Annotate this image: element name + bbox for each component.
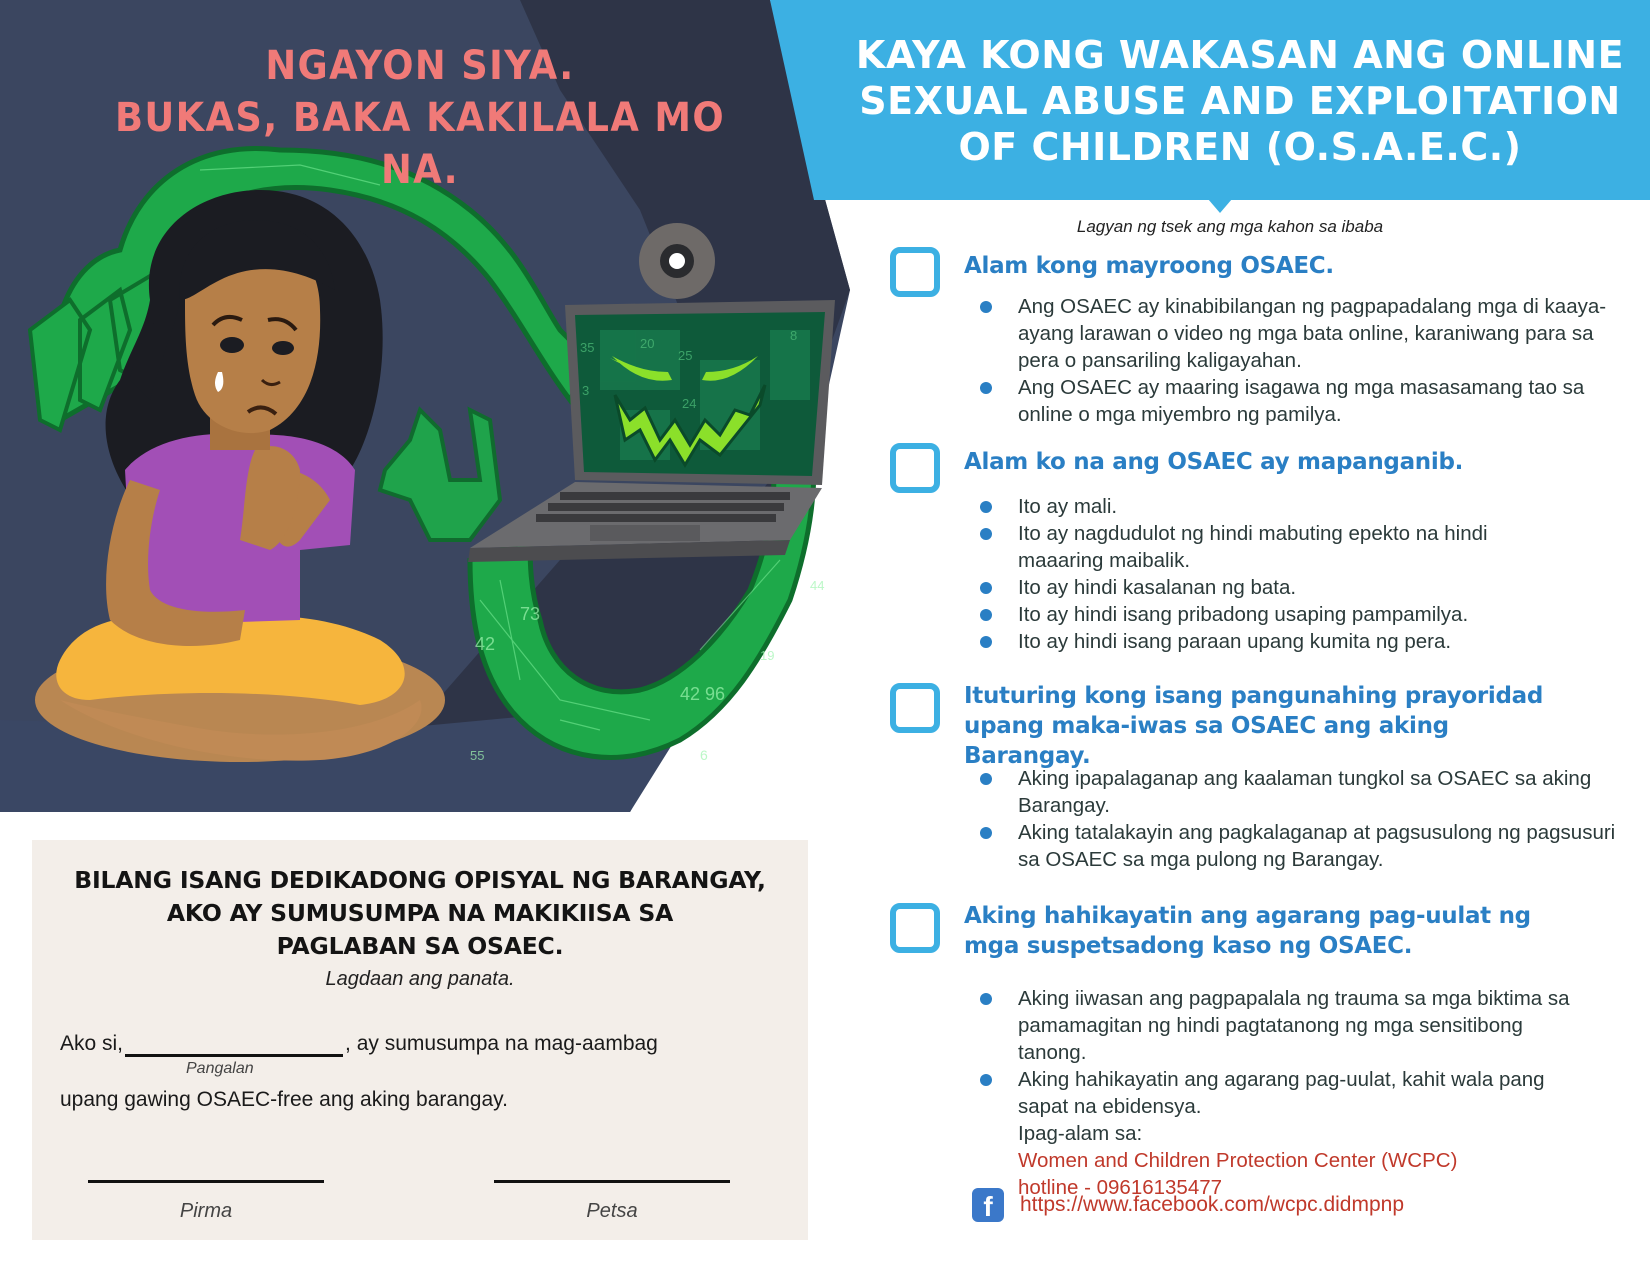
svg-text:44: 44 xyxy=(810,578,825,593)
list-item: Ang OSAEC ay maaring isagawa ng mga masasamang tao sa online o mga miyembro ng pamilya. xyxy=(980,374,1620,428)
bullet-list-3 xyxy=(980,765,1620,873)
bullet-icon xyxy=(980,501,992,513)
checkbox-4[interactable] xyxy=(890,903,940,953)
bullet-list-1 xyxy=(980,293,1620,428)
banner-title xyxy=(840,32,1640,170)
list-item: Ito ay hindi isang pribadong usaping pampamilya. xyxy=(980,601,1540,628)
oath-suffix: , ay sumusumpa na mag-aambag xyxy=(345,1032,658,1055)
bullet-icon xyxy=(980,773,992,785)
section-title-3: Ituturing kong isang pangunahing prayoridad upang maka-iwas sa OSAEC ang aking Barangay. xyxy=(964,683,1544,769)
banner-pointer xyxy=(1208,199,1232,213)
list-item: Ito ay hindi kasalanan ng bata. xyxy=(980,574,1540,601)
svg-text:3: 3 xyxy=(582,383,590,398)
svg-text:42: 42 xyxy=(475,634,496,654)
list-item: Ito ay hindi isang paraan upang kumita ng pera. xyxy=(980,628,1540,655)
section-title-1: Alam kong mayroong OSAEC. xyxy=(964,253,1334,279)
list-item: Aking tatalakayin ang pagkalaganap at pagsusulong ng pagsusuri sa OSAEC sa mga pulong ng Barangay. xyxy=(980,819,1620,873)
bullet-icon xyxy=(980,582,992,594)
svg-text:73: 73 xyxy=(520,604,541,624)
headline-line-2: BUKAS, BAKA KAKILALA MO NA. xyxy=(114,95,726,193)
signature-caption: Pirma xyxy=(179,1200,233,1222)
checkbox-2[interactable] xyxy=(890,443,940,493)
pledge-subtitle: Lagdaan ang panata. xyxy=(325,968,515,990)
svg-text:35: 35 xyxy=(580,340,595,355)
banner-title-line-1: KAYA KONG WAKASAN ANG ONLINE xyxy=(855,33,1625,77)
contact-label: Ipag-alam sa: xyxy=(1018,1122,1143,1145)
banner-title-line-3: OF CHILDREN (O.S.A.E.C.) xyxy=(958,125,1522,169)
section-title-4: Aking hahikayatin ang agarang pag-uulat ng mga suspetsadong kaso ng OSAEC. xyxy=(964,903,1531,959)
signature-line[interactable] xyxy=(88,1180,324,1183)
svg-text:55: 55 xyxy=(470,748,485,763)
svg-text:25: 25 xyxy=(678,348,693,363)
bullet-icon xyxy=(980,636,992,648)
date-caption: Petsa xyxy=(586,1200,638,1222)
facebook-row xyxy=(972,1188,1404,1222)
bullet-icon xyxy=(980,301,992,313)
list-item: Ito ay mali. xyxy=(980,493,1540,520)
bullet-icon xyxy=(980,609,992,621)
pledge-box xyxy=(32,840,808,1240)
list-item: Ang OSAEC ay kinabibilangan ng pagpapadalang mga di kaaya-ayang larawan o video ng mga bata online, karaniwang para sa pera o pansariling kaligayahan. xyxy=(980,293,1620,374)
facebook-icon[interactable]: f xyxy=(972,1188,1004,1222)
pledge-title: BILANG ISANG DEDIKADONG OPISYAL NG BARANGAY, AKO AY SUMUSUMPA NA MAKIKIISA SA PAGLABAN SA OSAEC. xyxy=(74,866,766,960)
checkbox-3[interactable] xyxy=(890,683,940,733)
bullet-list-2 xyxy=(980,493,1540,655)
svg-text:6: 6 xyxy=(700,747,708,763)
illustration-panel xyxy=(0,0,860,815)
oath-line-2: upang gawing OSAEC-free ang aking barangay. xyxy=(60,1088,508,1111)
oath-prefix: Ako si, xyxy=(60,1032,124,1055)
bullet-icon xyxy=(980,827,992,839)
contact-org: Women and Children Protection Center (WCPC) xyxy=(1018,1149,1458,1172)
checkbox-instruction: Lagyan ng tsek ang mga kahon sa ibaba xyxy=(1076,217,1384,236)
facebook-link[interactable]: https://www.facebook.com/wcpc.didmpnp xyxy=(1020,1193,1405,1216)
list-item: Aking hahikayatin ang agarang pag-uulat, kahit wala pang sapat na ebidensya. xyxy=(980,1066,1580,1120)
svg-text:19: 19 xyxy=(760,648,775,663)
headline-line-1: NGAYON SIYA. xyxy=(265,43,575,89)
checkbox-1[interactable] xyxy=(890,247,940,297)
section-title-2: Alam ko na ang OSAEC ay mapanganib. xyxy=(964,449,1464,475)
oath-line-1 xyxy=(60,1032,658,1057)
name-caption: Pangalan xyxy=(186,1060,254,1077)
list-item: Ito ay nagdudulot ng hindi mabuting epekto na hindi maaaring maibalik. xyxy=(980,520,1540,574)
svg-text:20: 20 xyxy=(640,336,655,351)
svg-text:42 96: 42 96 xyxy=(680,684,726,704)
name-field[interactable] xyxy=(125,1035,343,1057)
bullet-icon xyxy=(980,993,992,1005)
bullet-icon xyxy=(980,528,992,540)
bullet-icon xyxy=(980,1074,992,1086)
contact-hotline[interactable]: hotline - 09616135477 xyxy=(1018,1176,1223,1199)
banner-title-line-2: SEXUAL ABUSE AND EXPLOITATION xyxy=(859,79,1621,123)
headline xyxy=(70,40,769,196)
list-item: Aking ipapalaganap ang kaalaman tungkol sa OSAEC sa aking Barangay. xyxy=(980,765,1620,819)
bullet-icon xyxy=(980,382,992,394)
date-line[interactable] xyxy=(494,1180,730,1183)
bullet-list-4 xyxy=(980,985,1580,1201)
svg-text:8: 8 xyxy=(790,328,798,343)
svg-text:24: 24 xyxy=(682,396,697,411)
list-item: Aking iiwasan ang pagpapalala ng trauma sa mga biktima sa pamamagitan ng hindi pagtatanong ng mga sensitibong tanong. xyxy=(980,985,1580,1066)
